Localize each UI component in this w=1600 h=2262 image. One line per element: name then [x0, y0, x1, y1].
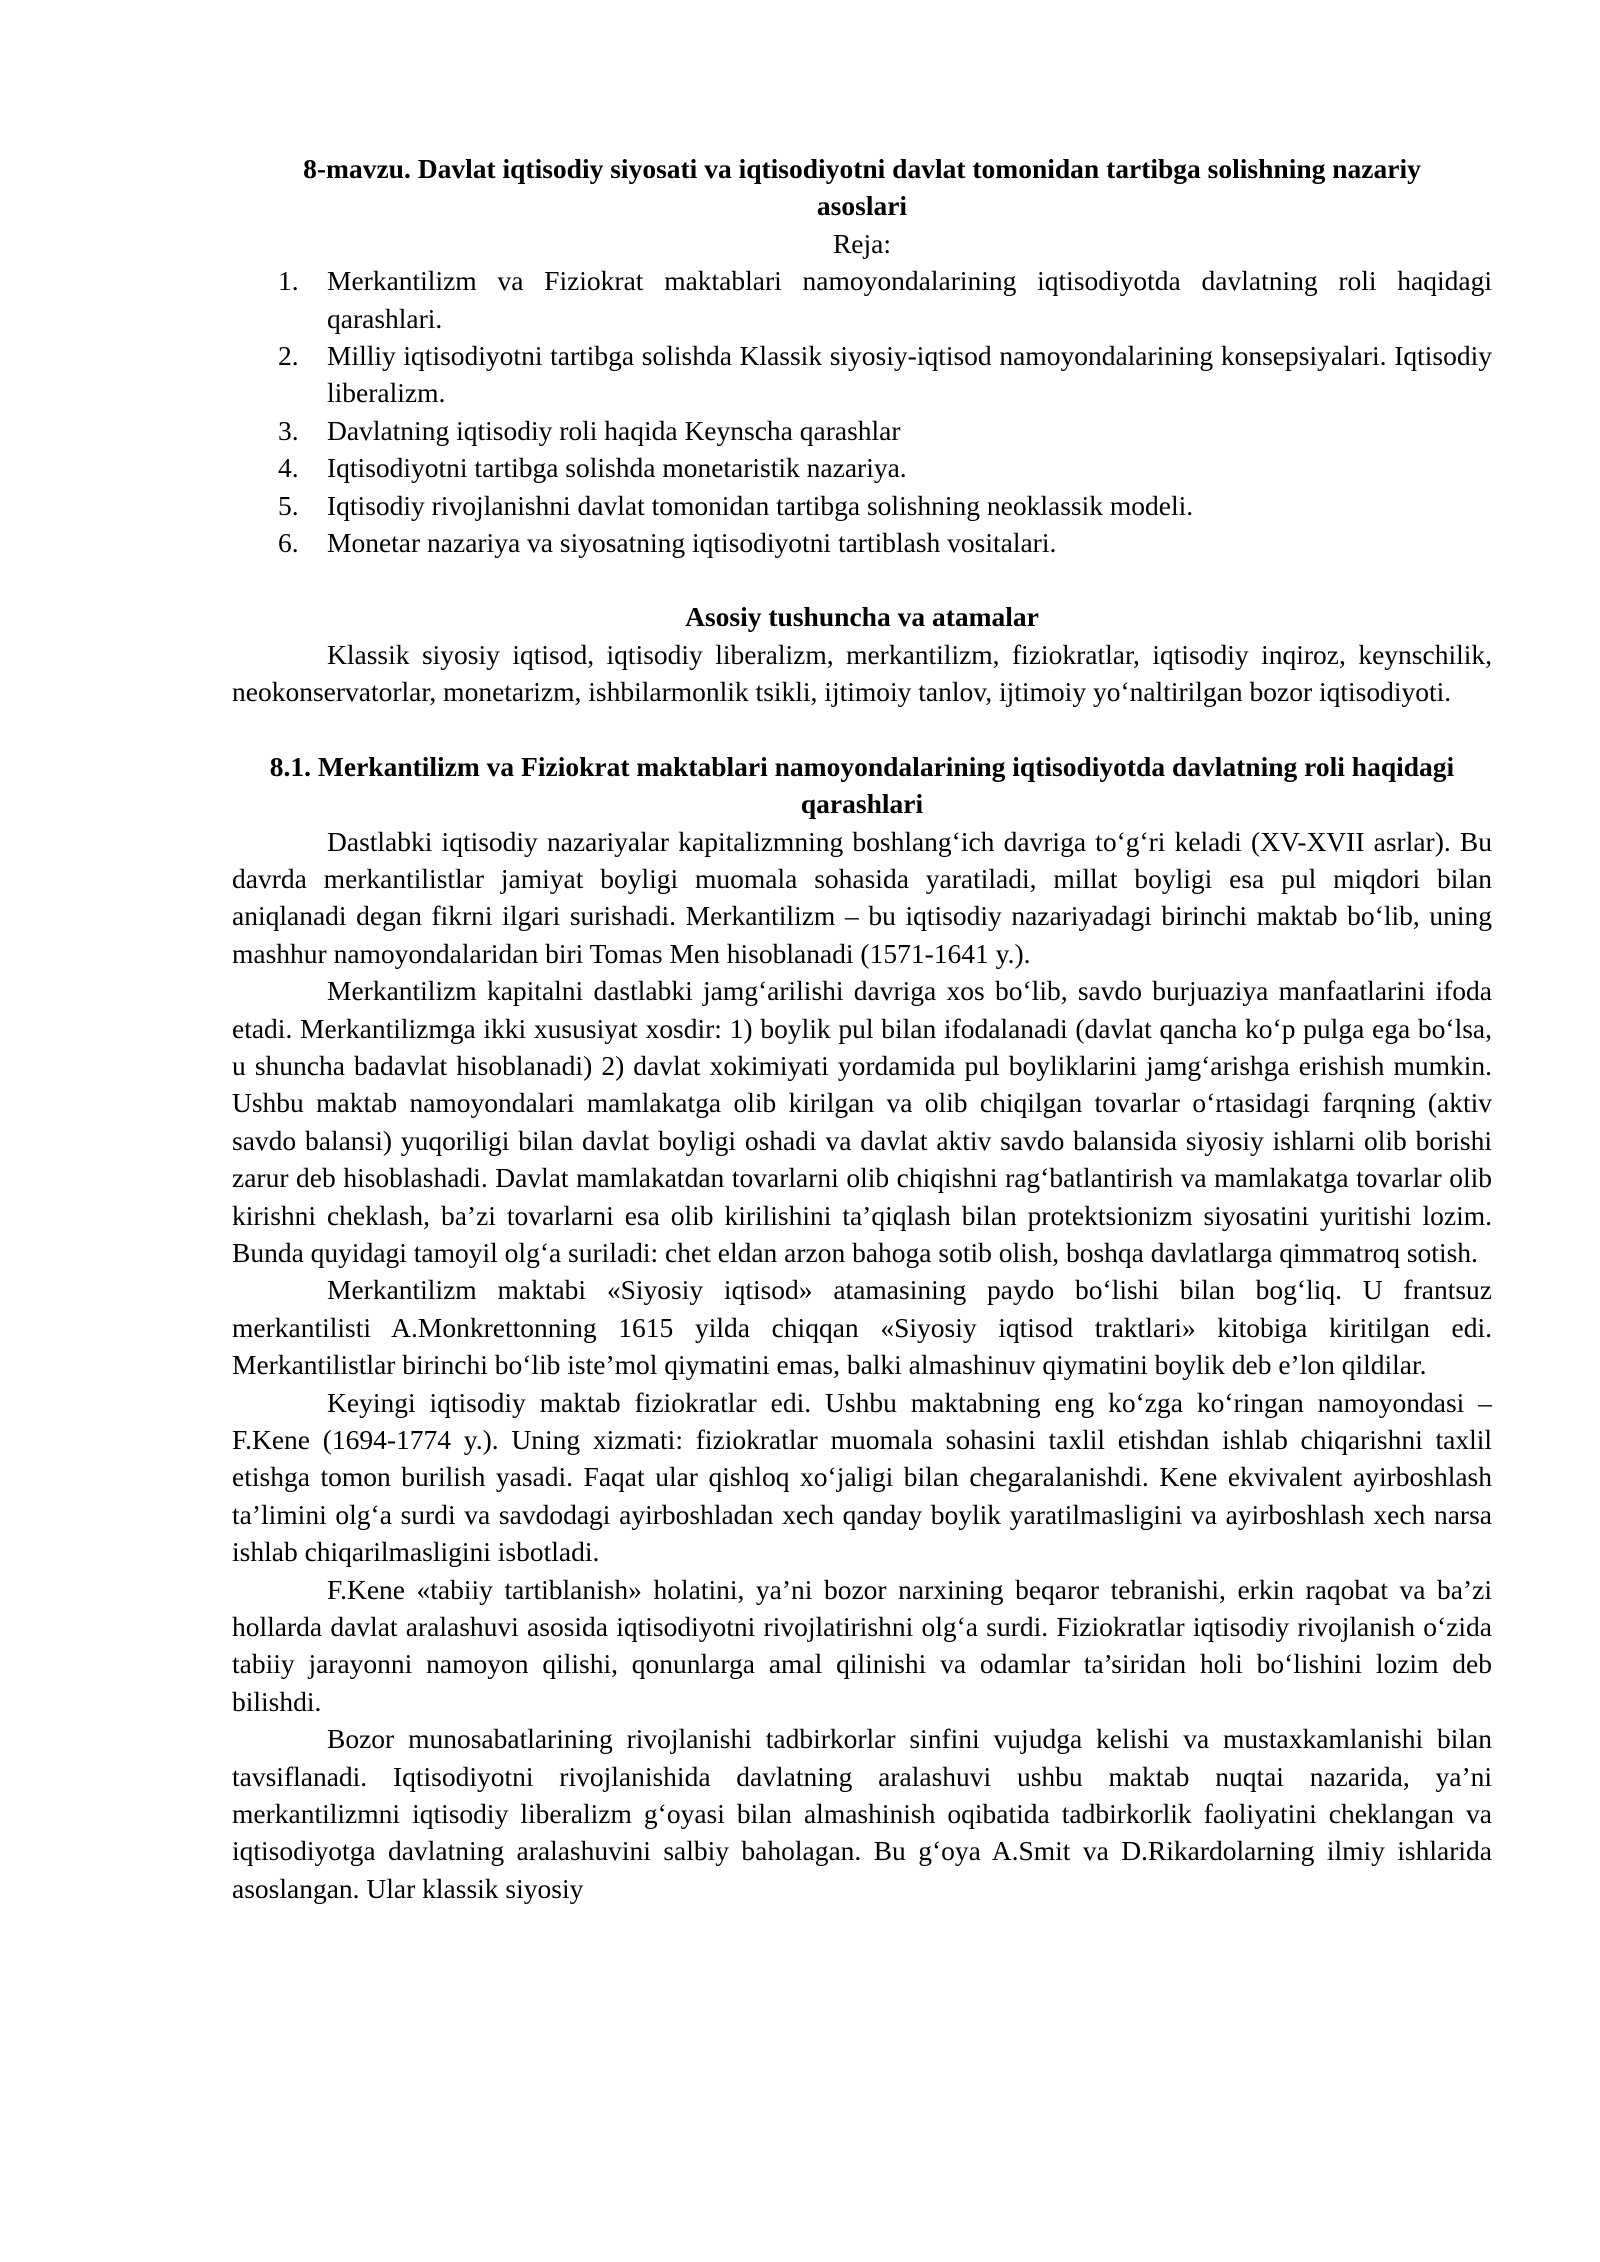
plan-item-number: 4. — [278, 452, 299, 484]
plan-item-text: Iqtisodiy rivojlanishni davlat tomonidan tartibga solishning neoklassik modeli. — [327, 489, 1194, 521]
plan-item-text: Merkantilizm va Fiziokrat maktablari namoyondalarining iqtisodiyotda davlatning roli haqidagi qarashlari. — [327, 265, 1492, 334]
section-heading: 8.1. Merkantilizm va Fiziokrat maktablari namoyondalarining iqtisodiyotda davlatning roli haqidagi qarashlari — [269, 750, 1455, 820]
section-paragraph: Keyingi iqtisodiy maktab fiziokratlar edi. Ushbu maktabning eng ko‘zga ko‘ringan namoyondasi – F.Kene (1694-1774 y.). Uning xizmati: fiziokratlar muomala sohasini taxlil etishdan ishlab chiqarishni taxlil etishga tomon burilish yasadi. Faqat ular qishloq xo‘jaligi bilan chegaralanishdi. Kene ekvivalent ayirboshlash ta’limini olg‘a surdi va savdodagi ayirboshladan xech qanday boylik yaratilmasligini va ayirboshlash xech narsa ishlab chiqarilmasligini isbotladi. — [232, 1386, 1492, 1568]
concepts-heading: Asosiy tushuncha va atamalar — [685, 601, 1039, 633]
spacer — [232, 711, 1492, 748]
concepts-text: Klassik siyosiy iqtisod, iqtisodiy liberalizm, merkantilizm, fiziokratlar, iqtisodiy inqiroz, keynschilik, neokonservatorlar, monetarizm, ishbilarmonlik tsikli, ijtimoiy tanlov, ijtimoiy yo‘naltirilgan bozor iqtisodiyoti. — [232, 638, 1492, 708]
plan-item-number: 2. — [278, 340, 299, 372]
plan-item-text: Davlatning iqtisodiy roli haqida Keynscha qarashlar — [327, 414, 901, 446]
plan-list — [232, 262, 1492, 561]
plan-item-text: Milliy iqtisodiyotni tartibga solishda Klassik siyosiy-iqtisod namoyondalarining konsepsiyalari. Iqtisodiy liberalizm. — [327, 340, 1492, 409]
section-paragraph: F.Kene «tabiiy tartiblanish» holatini, ya’ni bozor narxining beqaror tebranishi, erkin raqobat va ba’zi hollarda davlat aralashuvi asosida iqtisodiyotni rivojlatirishni olg‘a surdi. Fiziokratlar iqtisodiy rivojlanish o‘zida tabiiy jarayonni namoyon qilishi, qonunlarga amal qilinishi va odamlar ta’siridan holi bo‘lishini lozim deb bilishdi. — [232, 1573, 1492, 1717]
section-paragraph: Bozor munosabatlarining rivojlanishi tadbirkorlar sinfini vujudga kelishi va mustaxkamlanishi bilan tavsiflanadi. Iqtisodiyotni rivojlanishida davlatning aralashuvi ushbu maktab nuqtai nazarida, ya’ni merkantilizmni iqtisodiy liberalizm g‘oyasi bilan almashinish oqibatida tadbirkorlik faoliyatini cheklangan va iqtisodiyotga davlatning aralashuvini salbiy baholagan. Bu g‘oya A.Smit va D.Rikardolarning ilmiy ishlarida asoslangan. Ular klassik siyosiy — [232, 1723, 1492, 1904]
plan-item-number: 6. — [278, 527, 299, 559]
section-paragraph: Dastlabki iqtisodiy nazariyalar kapitalizmning boshlang‘ich davriga to‘g‘ri keladi (XV-XVII asrlar). Bu davrda merkantilistlar jamiyat boyligi muomala sohasida yaratiladi, millat boyligi esa pul miqdori bilan aniqlanadi degan fikrni ilgari surishadi. Merkantilizm – bu iqtisodiy nazariyadagi birinchi maktab bo‘lib, uning mashhur namoyondalaridan biri Tomas Men hisoblanadi (1571-1641 y.). — [232, 825, 1492, 969]
plan-item-number: 3. — [278, 414, 299, 446]
section-paragraph: Merkantilizm kapitalni dastlabki jamg‘arilishi davriga xos bo‘lib, savdo burjuaziya manfaatlarini ifoda etadi. Merkantilizmga ikki xususiyat xosdir: 1) boylik pul bilan ifodalanadi (davlat qancha ko‘p pulga ega bo‘lsa, u shuncha badavlat hisoblanadi) 2) davlat xokimiyati yordamida pul boyliklarini jamg‘arishga erishish mumkin. Ushbu maktab namoyondalari mamlakatga olib kirilgan va olib chiqilgan tovarlar o‘rtasidagi farqning (aktiv savdo balansi) yuqoriligi bilan davlat boyligi oshadi va davlat aktiv savdo balansida siyosiy ishlarni olib borishi zarur deb hisoblashadi. Davlat mamlakatdan tovarlarni olib chiqishni rag‘batlantirish va mamlakatga tovarlar olib kirishni cheklash, ba’zi tovarlarni esa olib kirilishini ta’qiqlash bilan protektsionizm siyosatini yuritishi lozim. Bunda quyidagi tamoyil olg‘a suriladi: chet eldan arzon bahoga sotib olish, boshqa davlatlarga qimmatroq sotish. — [232, 975, 1492, 1268]
document-page — [232, 150, 1492, 1907]
plan-label: Reja: — [832, 227, 892, 259]
plan-item — [232, 412, 1492, 449]
spacer — [232, 561, 1492, 598]
plan-item-number: 5. — [278, 489, 299, 521]
plan-item — [232, 524, 1492, 561]
plan-item — [232, 449, 1492, 486]
plan-item — [232, 262, 1492, 337]
plan-item — [232, 487, 1492, 524]
plan-item — [232, 337, 1492, 412]
plan-item-text: Monetar nazariya va siyosatning iqtisodiyotni tartiblash vositalari. — [327, 527, 1057, 559]
document-title: 8-mavzu. Davlat iqtisodiy siyosati va iqtisodiyotni davlat tomonidan tartibga solishning nazariy asoslari — [303, 153, 1421, 222]
section-paragraph: Merkantilizm maktabi «Siyosiy iqtisod» atamasining paydo bo‘lishi bilan bog‘liq. U frantsuz merkantilisti A.Monkrettonning 1615 yilda chiqqan «Siyosiy iqtisod traktlari» kitobiga kiritilgan edi. Merkantilistlar birinchi bo‘lib iste’mol qiymatini emas, balki almashinuv qiymatini boylik deb e’lon qildilar. — [232, 1274, 1492, 1381]
plan-item-text: Iqtisodiyotni tartibga solishda monetaristik nazariya. — [327, 452, 907, 484]
plan-item-number: 1. — [278, 265, 299, 297]
